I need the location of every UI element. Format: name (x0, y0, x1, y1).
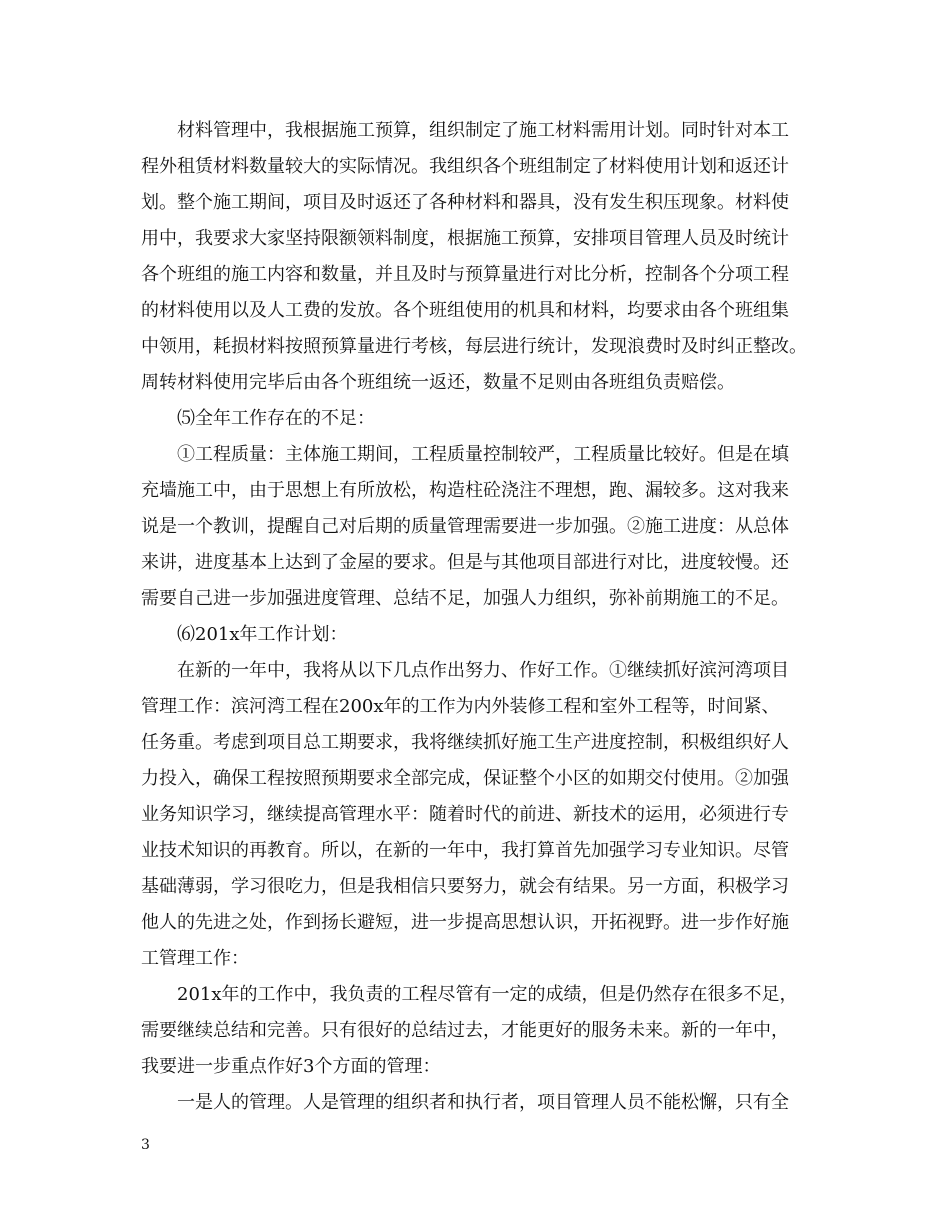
text-line: 周转材料使用完毕后由各个班组统一返还，数量不足则由各班组负责赔偿。 (141, 372, 735, 393)
text-line: 管理工作：滨河湾工程在200x年的工作为内外装修工程和室外工程等，时间紧、 (141, 696, 780, 717)
text-line: 力投入，确保工程按照预期要求全部完成，保证整个小区的如期交付使用。②加强 (141, 768, 789, 789)
section-heading: ⑹201x年工作计划： (177, 624, 348, 645)
text-line: 业务知识学习，继续提高管理水平：随着时代的前进、新技术的运用，必须进行专 (141, 804, 789, 825)
text-line: 我要进一步重点作好3个方面的管理： (141, 1056, 441, 1077)
text-line: 材料管理中，我根据施工预算，组织制定了施工材料需用计划。同时针对本工 (177, 120, 789, 141)
text-line: 的材料使用以及人工费的发放。各个班组使用的机具和材料，均要求由各个班组集 (141, 300, 789, 321)
text-line: 业技术知识的再教育。所以，在新的一年中，我打算首先加强学习专业知识。尽管 (141, 840, 789, 861)
text-line: 程外租赁材料数量较大的实际情况。我组织各个班组制定了材料使用计划和返还计 (141, 156, 789, 177)
text-line: 各个班组的施工内容和数量，并且及时与预算量进行对比分析，控制各个分项工程 (141, 264, 789, 285)
text-line: 充墙施工中，由于思想上有所放松，构造柱砼浇注不理想，跑、漏较多。这对我来 (141, 480, 789, 501)
text-line: 任务重。考虑到项目总工期要求，我将继续抓好施工生产进度控制，积极组织好人 (141, 732, 789, 753)
page-number: 3 (141, 1137, 150, 1153)
text-line: 划。整个施工期间，项目及时返还了各种材料和器具，没有发生积压现象。材料使 (141, 192, 789, 213)
text-line: 用中，我要求大家坚持限额领料制度，根据施工预算，安排项目管理人员及时统计 (141, 228, 789, 249)
text-line: 说是一个教训，提醒自己对后期的质量管理需要进一步加强。②施工进度：从总体 (141, 516, 789, 537)
text-line: 来讲，进度基本上达到了金屋的要求。但是与其他项目部进行对比，进度较慢。还 (141, 552, 789, 573)
text-line: 在新的一年中，我将从以下几点作出努力、作好工作。①继续抓好滨河湾项目 (177, 660, 789, 681)
text-line: 他人的先进之处，作到扬长避短，进一步提高思想认识，开拓视野。进一步作好施 (141, 912, 789, 933)
text-line: 201x年的工作中，我负责的工程尽管有一定的成绩，但是仍然存在很多不足， (177, 984, 798, 1005)
text-line: 需要继续总结和完善。只有很好的总结过去，才能更好的服务未来。新的一年中， (141, 1020, 789, 1041)
text-line: ①工程质量：主体施工期间，工程质量控制较严，工程质量比较好。但是在填 (177, 444, 789, 465)
text-line: 一是人的管理。人是管理的组织者和执行者，项目管理人员不能松懈，只有全 (177, 1092, 789, 1113)
text-line: 需要自己进一步加强进度管理、总结不足，加强人力组织，弥补前期施工的不足。 (141, 588, 789, 609)
text-line: 基础薄弱，学习很吃力，但是我相信只要努力，就会有结果。另一方面，积极学习 (141, 876, 789, 897)
section-heading: ⑸全年工作存在的不足： (177, 408, 375, 429)
text-line: 中领用，耗损材料按照预算量进行考核，每层进行统计，发现浪费时及时纠正整改。 (141, 336, 807, 357)
text-line: 工管理工作： (141, 948, 249, 969)
